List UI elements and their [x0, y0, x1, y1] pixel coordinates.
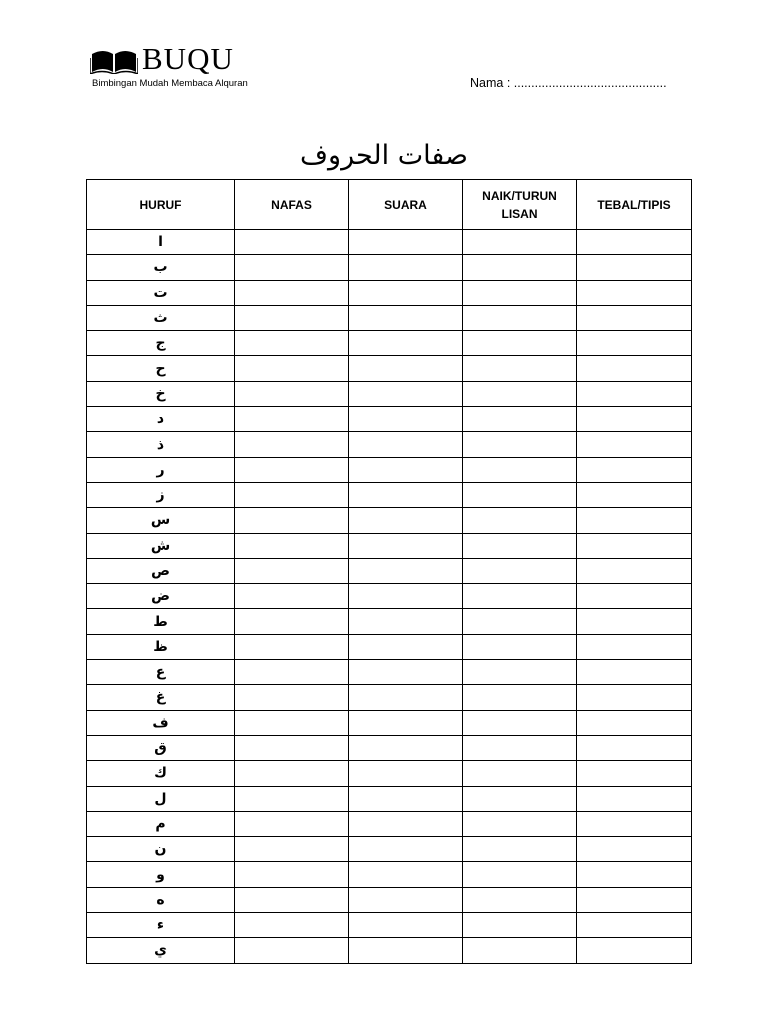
col-header-tebal-tipis: TEBAL/TIPIS: [577, 180, 692, 230]
tebal-tipis-cell[interactable]: [577, 913, 692, 938]
nafas-cell[interactable]: [235, 938, 349, 963]
table-header-row: [87, 180, 692, 230]
suara-cell[interactable]: [349, 811, 463, 836]
huruf-cell: ر: [87, 457, 235, 482]
naik-turun-lisan-cell[interactable]: [463, 356, 577, 381]
huruf-cell: ت: [87, 280, 235, 305]
nafas-cell[interactable]: [235, 710, 349, 735]
naik-turun-lisan-cell[interactable]: [463, 432, 577, 457]
suara-cell[interactable]: [349, 255, 463, 280]
suara-cell[interactable]: [349, 457, 463, 482]
col-header-nafas: NAFAS: [235, 180, 349, 230]
huruf-cell: ح: [87, 356, 235, 381]
huruf-cell: س: [87, 508, 235, 533]
nafas-cell[interactable]: [235, 660, 349, 685]
table-row: [87, 862, 692, 887]
nafas-cell[interactable]: [235, 584, 349, 609]
tebal-tipis-cell[interactable]: [577, 457, 692, 482]
nafas-cell[interactable]: [235, 356, 349, 381]
suara-cell[interactable]: [349, 356, 463, 381]
tebal-tipis-cell[interactable]: [577, 685, 692, 710]
naik-turun-lisan-cell[interactable]: [463, 862, 577, 887]
nafas-cell[interactable]: [235, 432, 349, 457]
suara-cell[interactable]: [349, 280, 463, 305]
tebal-tipis-cell[interactable]: [577, 837, 692, 862]
nafas-cell[interactable]: [235, 609, 349, 634]
tebal-tipis-cell[interactable]: [577, 255, 692, 280]
huruf-cell: ك: [87, 761, 235, 786]
huruf-cell: ج: [87, 331, 235, 356]
nafas-cell[interactable]: [235, 887, 349, 912]
suara-cell[interactable]: [349, 634, 463, 659]
nafas-cell[interactable]: [235, 331, 349, 356]
naik-turun-lisan-cell[interactable]: [463, 280, 577, 305]
naik-turun-lisan-cell[interactable]: [463, 786, 577, 811]
tebal-tipis-cell[interactable]: [577, 432, 692, 457]
table-row: [87, 913, 692, 938]
suara-cell[interactable]: [349, 508, 463, 533]
suara-cell[interactable]: [349, 482, 463, 507]
huruf-cell: غ: [87, 685, 235, 710]
huruf-cell: ذ: [87, 432, 235, 457]
table-row: [87, 331, 692, 356]
tebal-tipis-cell[interactable]: [577, 735, 692, 760]
table-row: [87, 887, 692, 912]
table-row: [87, 457, 692, 482]
naik-turun-lisan-cell[interactable]: [463, 710, 577, 735]
naik-turun-lisan-cell[interactable]: [463, 508, 577, 533]
huruf-cell: ب: [87, 255, 235, 280]
tebal-tipis-cell[interactable]: [577, 609, 692, 634]
table-row: [87, 305, 692, 330]
naik-turun-lisan-cell[interactable]: [463, 913, 577, 938]
tebal-tipis-cell[interactable]: [577, 407, 692, 432]
nafas-cell[interactable]: [235, 913, 349, 938]
table-row: [87, 938, 692, 963]
tebal-tipis-cell[interactable]: [577, 584, 692, 609]
table-row: [87, 508, 692, 533]
table-row: [87, 558, 692, 583]
naik-turun-lisan-cell[interactable]: [463, 811, 577, 836]
table-row: [87, 685, 692, 710]
table-row: [87, 407, 692, 432]
table-row: [87, 280, 692, 305]
naik-turun-lisan-cell[interactable]: [463, 735, 577, 760]
naik-turun-lisan-cell[interactable]: [463, 887, 577, 912]
naik-turun-lisan-cell[interactable]: [463, 305, 577, 330]
tebal-tipis-cell[interactable]: [577, 280, 692, 305]
tebal-tipis-cell[interactable]: [577, 862, 692, 887]
suara-cell[interactable]: [349, 710, 463, 735]
open-book-icon: [90, 46, 138, 74]
naik-turun-lisan-cell[interactable]: [463, 558, 577, 583]
nafas-cell[interactable]: [235, 634, 349, 659]
table-row: [87, 837, 692, 862]
suara-cell[interactable]: [349, 558, 463, 583]
suara-cell[interactable]: [349, 913, 463, 938]
tebal-tipis-cell[interactable]: [577, 230, 692, 255]
suara-cell[interactable]: [349, 735, 463, 760]
tebal-tipis-cell[interactable]: [577, 331, 692, 356]
table-row: [87, 381, 692, 406]
naik-turun-lisan-cell[interactable]: [463, 685, 577, 710]
col-header-naik-turun-lisan: NAIK/TURUN LISAN: [463, 180, 577, 230]
huruf-cell: ظ: [87, 634, 235, 659]
table-row: [87, 356, 692, 381]
suara-cell[interactable]: [349, 609, 463, 634]
table-row: [87, 533, 692, 558]
huruf-cell: ص: [87, 558, 235, 583]
suara-cell[interactable]: [349, 533, 463, 558]
table-row: [87, 584, 692, 609]
nafas-cell[interactable]: [235, 508, 349, 533]
tebal-tipis-cell[interactable]: [577, 786, 692, 811]
naik-turun-lisan-cell[interactable]: [463, 609, 577, 634]
huruf-cell: ط: [87, 609, 235, 634]
suara-cell[interactable]: [349, 685, 463, 710]
nama-field: Nama : ............................................: [470, 76, 667, 90]
naik-turun-lisan-cell[interactable]: [463, 331, 577, 356]
naik-turun-lisan-cell[interactable]: [463, 837, 577, 862]
col-header-huruf: HURUF: [87, 180, 235, 230]
nafas-cell[interactable]: [235, 482, 349, 507]
suara-cell[interactable]: [349, 837, 463, 862]
huruf-cell: ء: [87, 913, 235, 938]
huruf-cell: خ: [87, 381, 235, 406]
tebal-tipis-cell[interactable]: [577, 634, 692, 659]
huruf-cell: ي: [87, 938, 235, 963]
tebal-tipis-cell[interactable]: [577, 558, 692, 583]
table-row: [87, 710, 692, 735]
naik-turun-lisan-cell[interactable]: [463, 381, 577, 406]
suara-cell[interactable]: [349, 432, 463, 457]
huruf-cell: د: [87, 407, 235, 432]
suara-cell[interactable]: [349, 381, 463, 406]
table-row: [87, 634, 692, 659]
suara-cell[interactable]: [349, 660, 463, 685]
naik-turun-lisan-cell[interactable]: [463, 230, 577, 255]
huruf-cell: ش: [87, 533, 235, 558]
huruf-cell: ز: [87, 482, 235, 507]
nafas-cell[interactable]: [235, 280, 349, 305]
tebal-tipis-cell[interactable]: [577, 710, 692, 735]
naik-turun-lisan-cell[interactable]: [463, 255, 577, 280]
naik-turun-lisan-cell[interactable]: [463, 584, 577, 609]
tebal-tipis-cell[interactable]: [577, 761, 692, 786]
nafas-cell[interactable]: [235, 761, 349, 786]
naik-turun-lisan-cell[interactable]: [463, 533, 577, 558]
nafas-cell[interactable]: [235, 685, 349, 710]
table-row: [87, 761, 692, 786]
naik-turun-lisan-cell[interactable]: [463, 634, 577, 659]
tebal-tipis-cell[interactable]: [577, 938, 692, 963]
tebal-tipis-cell[interactable]: [577, 305, 692, 330]
huruf-cell: م: [87, 811, 235, 836]
tebal-tipis-cell[interactable]: [577, 811, 692, 836]
huruf-cell: ن: [87, 837, 235, 862]
nafas-cell[interactable]: [235, 786, 349, 811]
naik-turun-lisan-cell[interactable]: [463, 482, 577, 507]
suara-cell[interactable]: [349, 761, 463, 786]
tebal-tipis-cell[interactable]: [577, 533, 692, 558]
nafas-cell[interactable]: [235, 230, 349, 255]
huruf-cell: ه: [87, 887, 235, 912]
huruf-cell: ض: [87, 584, 235, 609]
tebal-tipis-cell[interactable]: [577, 356, 692, 381]
nafas-cell[interactable]: [235, 811, 349, 836]
suara-cell[interactable]: [349, 331, 463, 356]
naik-turun-lisan-cell[interactable]: [463, 407, 577, 432]
nafas-cell[interactable]: [235, 305, 349, 330]
suara-cell[interactable]: [349, 230, 463, 255]
naik-turun-lisan-cell[interactable]: [463, 938, 577, 963]
nafas-cell[interactable]: [235, 558, 349, 583]
table-row: [87, 432, 692, 457]
suara-cell[interactable]: [349, 887, 463, 912]
tebal-tipis-cell[interactable]: [577, 887, 692, 912]
suara-cell[interactable]: [349, 938, 463, 963]
huruf-cell: ث: [87, 305, 235, 330]
buqu-logo: [90, 41, 250, 94]
table-row: [87, 786, 692, 811]
nafas-cell[interactable]: [235, 457, 349, 482]
huruf-cell: ف: [87, 710, 235, 735]
tebal-tipis-cell[interactable]: [577, 482, 692, 507]
nafas-cell[interactable]: [235, 735, 349, 760]
suara-cell[interactable]: [349, 786, 463, 811]
nafas-cell[interactable]: [235, 407, 349, 432]
huruf-cell: ق: [87, 735, 235, 760]
tebal-tipis-cell[interactable]: [577, 508, 692, 533]
col-header-suara: SUARA: [349, 180, 463, 230]
worksheet-table: [86, 179, 692, 964]
suara-cell[interactable]: [349, 407, 463, 432]
nafas-cell[interactable]: [235, 255, 349, 280]
table-row: [87, 811, 692, 836]
suara-cell[interactable]: [349, 862, 463, 887]
page-title: صفات الحروف: [300, 140, 468, 171]
huruf-cell: ع: [87, 660, 235, 685]
table-row: [87, 255, 692, 280]
nafas-cell[interactable]: [235, 837, 349, 862]
huruf-cell: ا: [87, 230, 235, 255]
naik-turun-lisan-cell[interactable]: [463, 660, 577, 685]
nafas-cell[interactable]: [235, 862, 349, 887]
table-row: [87, 660, 692, 685]
nafas-cell[interactable]: [235, 533, 349, 558]
suara-cell[interactable]: [349, 584, 463, 609]
nafas-cell[interactable]: [235, 381, 349, 406]
tebal-tipis-cell[interactable]: [577, 660, 692, 685]
brand-name: BUQU: [142, 41, 234, 76]
naik-turun-lisan-cell[interactable]: [463, 457, 577, 482]
table-row: [87, 735, 692, 760]
table-row: [87, 482, 692, 507]
suara-cell[interactable]: [349, 305, 463, 330]
huruf-cell: و: [87, 862, 235, 887]
brand-tagline: Bimbingan Mudah Membaca Alquran: [92, 78, 248, 89]
table-row: [87, 609, 692, 634]
naik-turun-lisan-cell[interactable]: [463, 761, 577, 786]
huruf-cell: ل: [87, 786, 235, 811]
tebal-tipis-cell[interactable]: [577, 381, 692, 406]
table-row: [87, 230, 692, 255]
